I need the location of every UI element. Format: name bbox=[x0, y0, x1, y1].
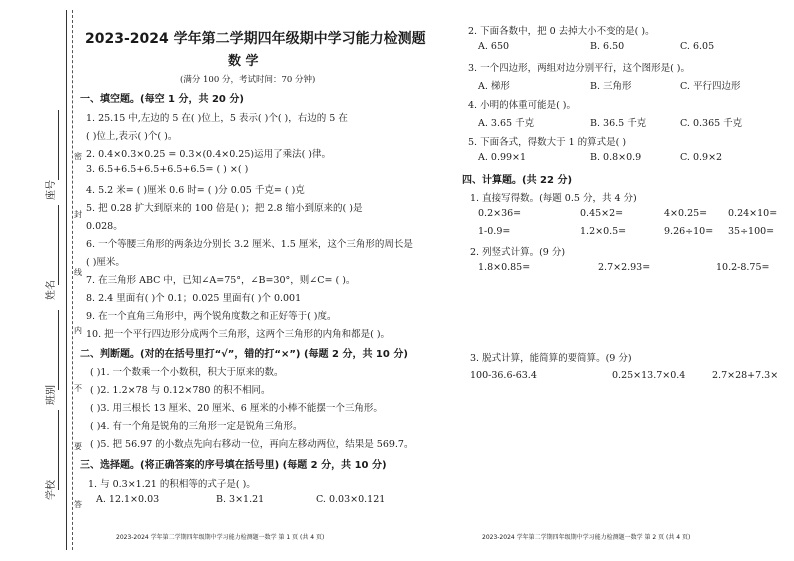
fill-q8: 8. 2.4 里面有( )个 0.1；0.025 里面有( )个 0.001 bbox=[86, 293, 302, 304]
page1-footer: 2023-2024 学年第二学期四年级期中学习能力检测题一数学 第 1 页 (共 4 页) bbox=[116, 534, 325, 541]
direct-calc-item: 1.2×0.5= bbox=[580, 226, 627, 237]
choice-q1-option-c: C. 0.03×0.121 bbox=[316, 494, 386, 505]
choice-q5-option-a: A. 0.99×1 bbox=[478, 152, 527, 163]
section4-heading: 四、计算题。(共 22 分) bbox=[462, 175, 573, 186]
fill-q3: 3. 6.5+6.5+6.5+6.5+6.5= ( ) ×( ) bbox=[86, 164, 249, 175]
seal-char: 内 bbox=[74, 326, 82, 335]
fill-q6-line2: ( )厘米。 bbox=[86, 257, 125, 268]
class-blank[interactable] bbox=[58, 310, 59, 390]
page1-title: 2023-2024 学年第二学期四年级期中学习能力检测题 bbox=[85, 31, 426, 47]
binding-line bbox=[66, 10, 67, 550]
choice-q5-option-c: C. 0.9×2 bbox=[680, 152, 723, 163]
fill-q5-line2: 0.028。 bbox=[86, 221, 123, 232]
school-blank[interactable] bbox=[58, 410, 59, 490]
judge-q5: ( )5. 把 56.97 的小数点先向右移动一位，再向左移动两位，结果是 569.7。 bbox=[90, 439, 414, 450]
fill-q4: 4. 5.2 米= ( )厘米 0.6 时= ( )分 0.05 千克= ( )克 bbox=[86, 185, 305, 196]
choice-q1-option-a: A. 12.1×0.03 bbox=[96, 494, 160, 505]
fill-q2: 2. 0.4×0.3×0.25 = 0.3×(0.4×0.25)运用了乘法( )律。 bbox=[86, 149, 332, 160]
seal-char: 线 bbox=[74, 268, 82, 277]
stepwise-calc-item: 100-36.6-63.4 bbox=[470, 370, 537, 381]
section1-heading: 一、填空题。(每空 1 分，共 20 分) bbox=[80, 94, 244, 105]
label-school: 学校 bbox=[46, 480, 57, 500]
page1-exam-info: (满分 100 分，考试时间：70 分钟) bbox=[180, 75, 316, 85]
label-class: 班别 bbox=[46, 385, 57, 405]
fill-q1-line2: ( )位上,表示( )个( )。 bbox=[86, 131, 178, 142]
fill-q1-line1: 1. 25.15 中,左边的 5 在( )位上，5 表示( )个( )，右边的 5 在 bbox=[86, 113, 348, 124]
judge-q4: ( )4. 有一个角是锐角的三角形一定是锐角三角形。 bbox=[90, 421, 303, 432]
choice-q2-option-c: C. 6.05 bbox=[680, 41, 715, 52]
fill-q9: 9. 在一个直角三角形中，两个锐角度数之和正好等于( )度。 bbox=[86, 311, 337, 322]
choice-q3-option-c: C. 平行四边形 bbox=[680, 81, 741, 92]
direct-calc-item: 0.24×10= bbox=[728, 208, 778, 219]
judge-q1: ( )1. 一个数乘一个小数积，积大于原来的数。 bbox=[90, 367, 284, 378]
choice-q4-option-c: C. 0.365 千克 bbox=[680, 118, 743, 129]
page2-footer: 2023-2024 学年第二学期四年级期中学习能力检测题一数学 第 2 页 (共 4 页) bbox=[482, 534, 691, 541]
choice-q4-option-a: A. 3.65 千克 bbox=[478, 118, 535, 129]
stepwise-calc-item: 0.25×13.7×0.4 bbox=[612, 370, 686, 381]
choice-q5: 5. 下面各式，得数大于 1 的算式是( ) bbox=[468, 137, 627, 148]
choice-q4: 4. 小明的体重可能是( )。 bbox=[468, 100, 577, 111]
choice-q5-option-b: B. 0.8×0.9 bbox=[590, 152, 642, 163]
choice-q3-option-b: B. 三角形 bbox=[590, 81, 632, 92]
calc3-heading: 3. 脱式计算，能简算的要简算。(9 分) bbox=[470, 353, 632, 364]
seal-char: 答 bbox=[74, 500, 82, 509]
fill-q10: 10. 把一个平行四边形分成两个三角形，这两个三角形的内角和都是( )。 bbox=[86, 329, 391, 340]
label-seat-number: 座号 bbox=[46, 180, 57, 200]
direct-calc-item: 9.26÷10= bbox=[664, 226, 714, 237]
calc2-heading: 2. 列竖式计算。(9 分) bbox=[470, 247, 566, 258]
seal-char: 不 bbox=[74, 384, 82, 393]
choice-q2-option-a: A. 650 bbox=[478, 41, 510, 52]
judge-q2: ( )2. 1.2×78 与 0.12×780 的积不相同。 bbox=[90, 385, 271, 396]
seal-dashed-line bbox=[72, 10, 73, 550]
direct-calc-item: 0.2×36= bbox=[478, 208, 522, 219]
choice-q3-option-a: A. 梯形 bbox=[478, 81, 510, 92]
fill-q5-line1: 5. 把 0.28 扩大到原来的 100 倍是( )；把 2.8 缩小到原来的( )是 bbox=[86, 203, 363, 214]
label-name: 姓名 bbox=[46, 280, 57, 300]
direct-calc-item: 0.45×2= bbox=[580, 208, 624, 219]
stepwise-calc-item: 2.7×28+7.3× bbox=[712, 370, 779, 381]
seat-number-blank[interactable] bbox=[58, 110, 59, 180]
seal-char: 密 bbox=[74, 152, 82, 161]
choice-q1: 1. 与 0.3×1.21 的积相等的式子是( )。 bbox=[88, 479, 256, 490]
direct-calc-item: 35÷100= bbox=[728, 226, 775, 237]
fill-q7: 7. 在三角形 ABC 中，已知∠A=75°，∠B=30°，则∠C= ( )。 bbox=[86, 275, 356, 286]
direct-calc-item: 4×0.25= bbox=[664, 208, 708, 219]
page1-subject: 数 学 bbox=[228, 54, 259, 69]
choice-q4-option-b: B. 36.5 千克 bbox=[590, 118, 647, 129]
seal-text bbox=[74, 128, 82, 534]
choice-q1-option-b: B. 3×1.21 bbox=[216, 494, 265, 505]
judge-q3: ( )3. 用三根长 13 厘米、20 厘米、6 厘米的小棒不能摆一个三角形。 bbox=[90, 403, 383, 414]
choice-q2-option-b: B. 6.50 bbox=[590, 41, 625, 52]
seal-char: 封 bbox=[74, 210, 82, 219]
fill-q6-line1: 6. 一个等腰三角形的两条边分别长 3.2 厘米、1.5 厘米，这个三角形的周长是 bbox=[86, 239, 413, 250]
choice-q3: 3. 一个四边形，两组对边分别平行，这个图形是( )。 bbox=[468, 63, 691, 74]
choice-q2: 2. 下面各数中，把 0 去掉大小不变的是( )。 bbox=[468, 26, 655, 37]
vertical-calc-item: 1.8×0.85= bbox=[478, 262, 531, 273]
vertical-calc-item: 10.2-8.75= bbox=[716, 262, 770, 273]
seal-char: 要 bbox=[74, 442, 82, 451]
calc1-heading: 1. 直接写得数。(每题 0.5 分，共 4 分) bbox=[470, 193, 637, 204]
direct-calc-item: 1-0.9= bbox=[478, 226, 511, 237]
vertical-calc-item: 2.7×2.93= bbox=[598, 262, 651, 273]
section2-heading: 二、判断题。(对的在括号里打“√”，错的打“×”) (每题 2 分，共 10 分) bbox=[80, 349, 408, 360]
name-blank[interactable] bbox=[58, 205, 59, 285]
section3-heading: 三、选择题。(将正确答案的序号填在括号里) (每题 2 分，共 10 分) bbox=[80, 460, 387, 471]
